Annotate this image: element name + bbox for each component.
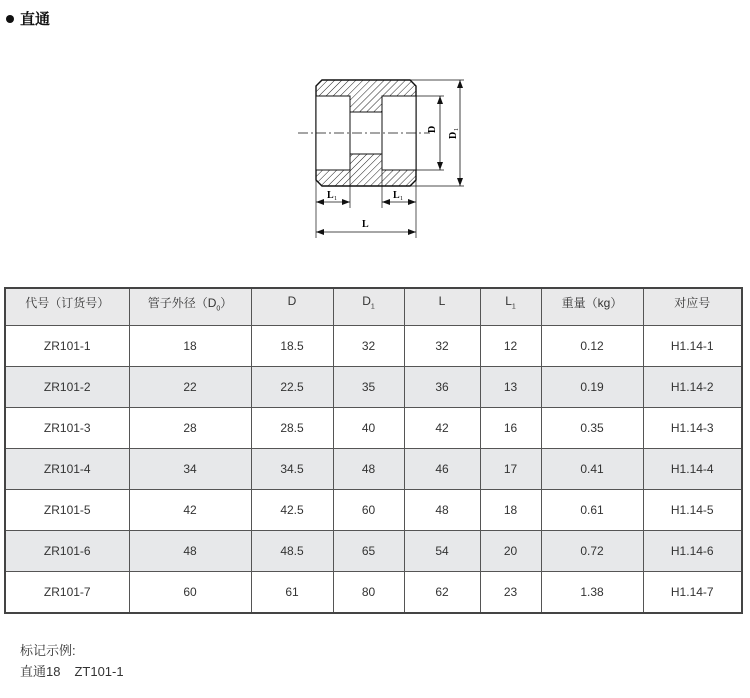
table-cell: 0.12: [541, 326, 643, 367]
table-header-row: [5, 288, 742, 326]
table-cell: 62: [404, 572, 480, 614]
table-cell: 22.5: [251, 367, 333, 408]
table-cell: 32: [404, 326, 480, 367]
table-cell: H1.14-7: [643, 572, 742, 614]
table-cell: H1.14-5: [643, 490, 742, 531]
table-cell: 1.38: [541, 572, 643, 614]
label-D: D: [427, 125, 438, 133]
table-cell: 60: [129, 572, 251, 614]
header-ref: 对应号: [643, 288, 742, 326]
note-label: 标记示例:: [20, 643, 76, 658]
table-cell: 42: [129, 490, 251, 531]
bullet-icon: [6, 15, 14, 23]
table-cell: ZR101-4: [5, 449, 129, 490]
header-L: L: [404, 288, 480, 326]
table-row: [5, 572, 742, 614]
table-cell: 54: [404, 531, 480, 572]
marking-example: [20, 640, 138, 682]
example-code: ZT101-1: [74, 664, 124, 679]
table-cell: 34.5: [251, 449, 333, 490]
table-cell: H1.14-3: [643, 408, 742, 449]
label-D1-sub: 1: [454, 128, 460, 131]
table-cell: 80: [333, 572, 404, 614]
table-cell: 60: [333, 490, 404, 531]
table-cell: 23: [480, 572, 541, 614]
table-cell: ZR101-7: [5, 572, 129, 614]
label-L: L: [362, 219, 369, 230]
table-cell: 48: [404, 490, 480, 531]
section-heading: [6, 8, 50, 29]
table-cell: ZR101-3: [5, 408, 129, 449]
table-cell: 18.5: [251, 326, 333, 367]
label-L1-left: L: [327, 190, 334, 201]
table-cell: 0.61: [541, 490, 643, 531]
table-row: [5, 408, 742, 449]
fitting-drawing: [290, 68, 480, 248]
table-row: [5, 367, 742, 408]
table-cell: 48: [129, 531, 251, 572]
table-row: [5, 531, 742, 572]
note-example: [20, 661, 138, 682]
table-cell: 0.72: [541, 531, 643, 572]
header-L1: $L_1$: [480, 288, 541, 326]
table-cell: ZR101-6: [5, 531, 129, 572]
table-cell: 48.5: [251, 531, 333, 572]
table-cell: 42.5: [251, 490, 333, 531]
header-weight: 重量（kg）: [541, 288, 643, 326]
table-cell: 36: [404, 367, 480, 408]
spec-table: [4, 287, 743, 614]
table-cell: 35: [333, 367, 404, 408]
header-D1: $D_1$: [333, 288, 404, 326]
table-cell: 22: [129, 367, 251, 408]
table-cell: 16: [480, 408, 541, 449]
table-cell: ZR101-5: [5, 490, 129, 531]
table-cell: H1.14-4: [643, 449, 742, 490]
header-code: 代号（订货号）: [5, 288, 129, 326]
table-cell: 61: [251, 572, 333, 614]
table-cell: 40: [333, 408, 404, 449]
table-cell: H1.14-2: [643, 367, 742, 408]
table-cell: 34: [129, 449, 251, 490]
label-L1-right-sub: 1: [400, 196, 403, 202]
table-cell: 48: [333, 449, 404, 490]
header-pipe-od: 管子外径$(D_0)$: [129, 288, 251, 326]
header-D: D: [251, 288, 333, 326]
table-cell: 65: [333, 531, 404, 572]
table-cell: ZR101-1: [5, 326, 129, 367]
label-L1-right: L: [393, 190, 400, 201]
table-cell: 32: [333, 326, 404, 367]
table-row: [5, 490, 742, 531]
section-title: 直通: [20, 11, 51, 28]
table-cell: 42: [404, 408, 480, 449]
table-cell: 0.19: [541, 367, 643, 408]
table-cell: 0.35: [541, 408, 643, 449]
table-cell: H1.14-1: [643, 326, 742, 367]
label-L1-left-sub: 1: [334, 196, 337, 202]
table-cell: 12: [480, 326, 541, 367]
table-cell: H1.14-6: [643, 531, 742, 572]
table-cell: 18: [480, 490, 541, 531]
table-row: [5, 326, 742, 367]
example-name: 直通18: [20, 664, 61, 679]
table-cell: 20: [480, 531, 541, 572]
table-cell: 17: [480, 449, 541, 490]
label-D1: D: [448, 131, 459, 139]
table-row: [5, 449, 742, 490]
table-cell: 13: [480, 367, 541, 408]
table-cell: 28: [129, 408, 251, 449]
table-cell: 0.41: [541, 449, 643, 490]
table-cell: ZR101-2: [5, 367, 129, 408]
table-cell: 28.5: [251, 408, 333, 449]
table-cell: 46: [404, 449, 480, 490]
table-cell: 18: [129, 326, 251, 367]
